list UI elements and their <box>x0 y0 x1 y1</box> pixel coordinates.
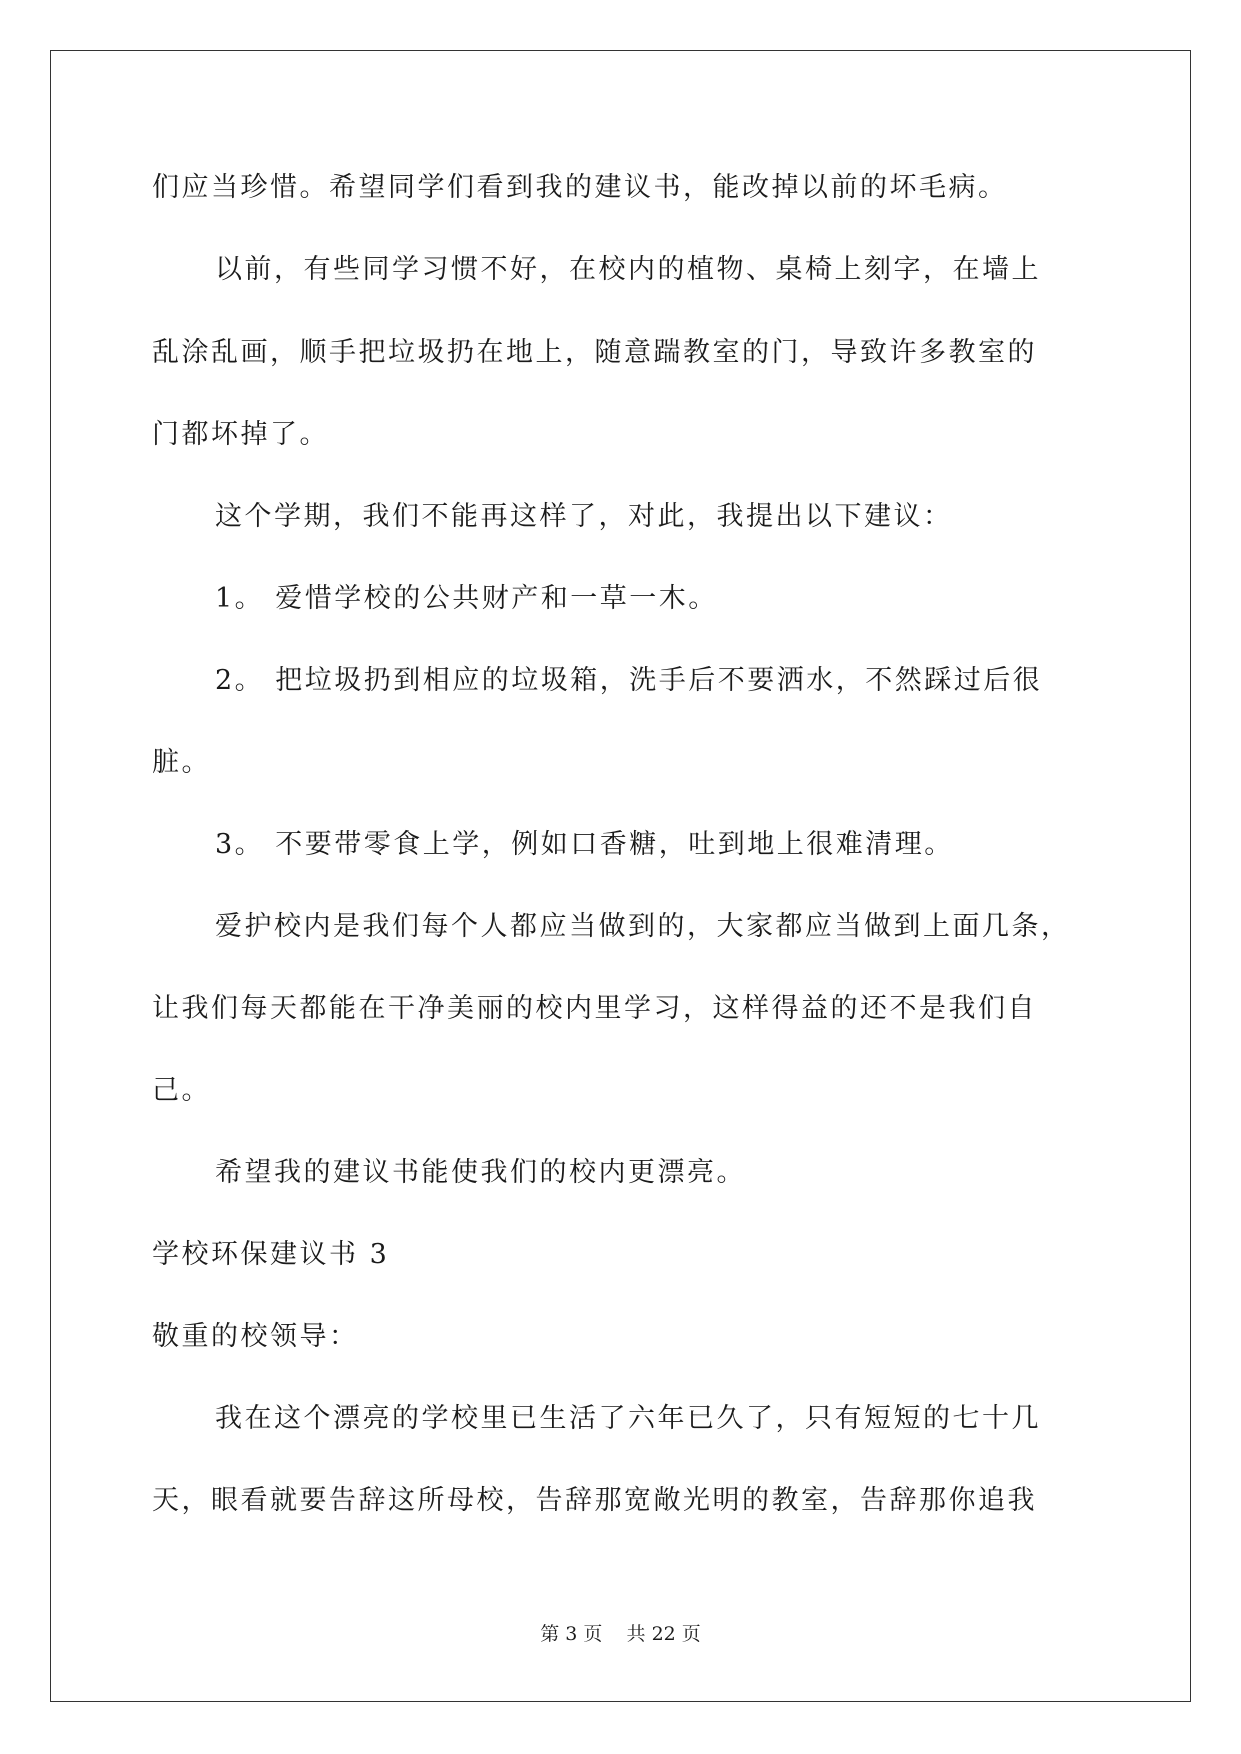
salutation: 敬重的校领导： <box>152 1321 359 1352</box>
page-footer <box>0 1622 1241 1646</box>
text-line: 天，眼看就要告辞这所母校，告辞那宽敞光明的教室，告辞那你追我 <box>152 1485 1037 1516</box>
list-item: 2。 把垃圾扔到相应的垃圾箱，洗手后不要洒水，不然踩过后很 <box>215 665 1043 696</box>
page-border <box>50 50 1191 1702</box>
page-number: 第 3 页 <box>540 1623 603 1645</box>
text-line: 己。 <box>152 1075 211 1106</box>
text-line: 让我们每天都能在干净美丽的校内里学习，这样得益的还不是我们自 <box>152 993 1037 1024</box>
text-line: 希望我的建议书能使我们的校内更漂亮。 <box>215 1157 746 1188</box>
text-line: 门都坏掉了。 <box>152 419 329 450</box>
text-line: 我在这个漂亮的学校里已生活了六年已久了，只有短短的七十几 <box>215 1403 1041 1434</box>
list-item: 3。 不要带零食上学，例如口香糖，吐到地上很难清理。 <box>215 829 954 860</box>
text-line: 爱护校内是我们每个人都应当做到的，大家都应当做到上面几条， <box>215 911 1071 942</box>
page-count: 共 22 页 <box>626 1623 701 1645</box>
text-line: 们应当珍惜。希望同学们看到我的建议书，能改掉以前的坏毛病。 <box>152 172 1008 203</box>
text-line: 乱涂乱画，顺手把垃圾扔在地上，随意踹教室的门，导致许多教室的 <box>152 337 1037 368</box>
text-line: 以前，有些同学习惯不好，在校内的植物、桌椅上刻字，在墙上 <box>215 254 1041 285</box>
text-line: 这个学期，我们不能再这样了，对此，我提出以下建议： <box>215 501 953 532</box>
list-item: 1。 爱惜学校的公共财产和一草一木。 <box>215 583 718 614</box>
text-line: 脏。 <box>152 747 211 778</box>
section-heading: 学校环保建议书 3 <box>152 1239 390 1270</box>
